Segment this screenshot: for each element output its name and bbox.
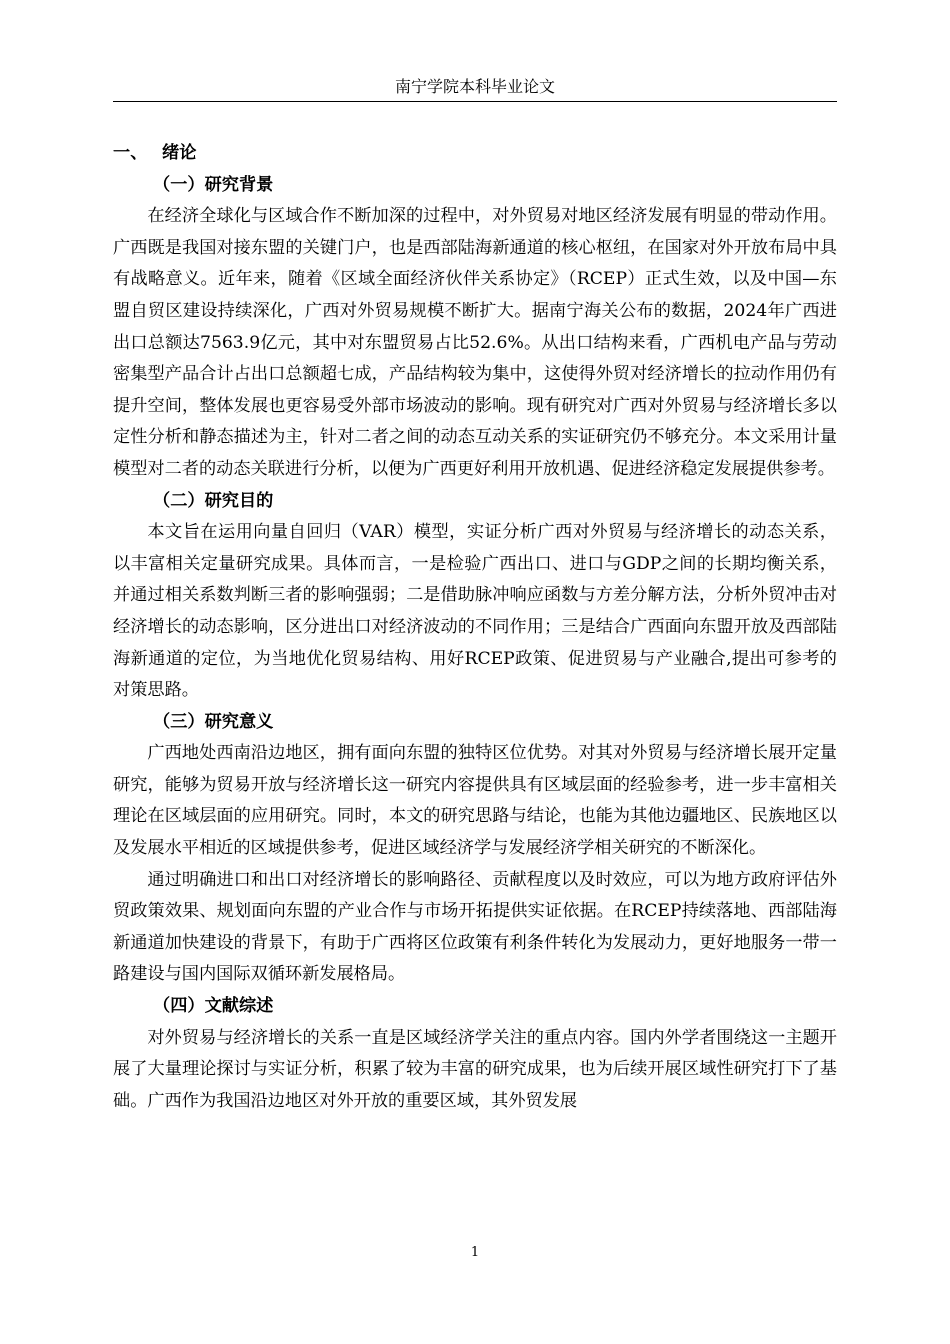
section-heading-background: （一）研究背景 xyxy=(153,174,274,195)
page-header: 南宁学院本科毕业论文 xyxy=(394,77,555,96)
header-rule xyxy=(113,101,837,102)
paragraph-purpose: 本文旨在运用向量自回归（VAR）模型，实证分析广西对外贸易与经济增长的动态关系，以丰富相关定量研究成果。具体而言，一是检验广西出口、进口与GDP之间的长期均衡关系，并通过相关系数判断三者的影响强弱；二是借助脉冲响应函数与方差分解方法，分析外贸冲击对经济增长的动态影响，区分进出口对经济波动的不同作用；三是结合广西面向东盟开放及西部陆海新通道的定位，为当地优化贸易结构、用好RCEP政策、促进贸易与产业融合,提出可参考的对策思路。 xyxy=(113,522,837,701)
page-number: 1 xyxy=(470,1245,480,1260)
paragraph-literature: 对外贸易与经济增长的关系一直是区域经济学关注的重点内容。国内外学者围绕这一主题开展了大量理论探讨与实证分析，积累了较为丰富的研究成果，也为后续开展区域性研究打下了基础。广西作为我国沿边地区对外开放的重要区域，其外贸发展 xyxy=(113,1027,837,1111)
chapter-number: 一、 xyxy=(113,143,148,163)
section-heading-literature: （四）文献综述 xyxy=(153,996,274,1017)
chapter-heading xyxy=(113,138,837,170)
chapter-title: 绪论 xyxy=(162,143,197,163)
paragraph-significance-2: 通过明确进口和出口对经济增长的影响路径、贡献程度以及时效应，可以为地方政府评估外贸政策效果、规划面向东盟的产业合作与市场开拓提供实证依据。在RCEP持续落地、西部陆海新通道加快建设的背景下，有助于广西将区位政策有利条件转化为发展动力，更好地服务一带一路建设与国内国际双循环新发展格局。 xyxy=(113,869,837,985)
document-body xyxy=(113,138,837,1117)
section-heading-purpose: （二）研究目的 xyxy=(153,490,274,511)
paragraph-background: 在经济全球化与区域合作不断加深的过程中，对外贸易对地区经济发展有明显的带动作用。广西既是我国对接东盟的关键门户，也是西部陆海新通道的核心枢纽，在国家对外开放布局中具有战略意义。近年来，随着《区域全面经济伙伴关系协定》（RCEP）正式生效，以及中国—东盟自贸区建设持续深化，广西对外贸易规模不断扩大。据南宁海关公布的数据，2024年广西进出口总额达7563.9亿元，其中对东盟贸易占比52.6%。从出口结构来看，广西机电产品与劳动密集型产品合计占出口总额超七成，产品结构较为集中，这使得外贸对经济增长的拉动作用仍有提升空间，整体发展也更容易受外部市场波动的影响。现有研究对广西对外贸易与经济增长多以定性分析和静态描述为主，针对二者之间的动态互动关系的实证研究仍不够充分。本文采用计量模型对二者的动态关联进行分析，以便为广西更好利用开放机遇、促进经济稳定发展提供参考。 xyxy=(113,206,837,479)
section-heading-significance: （三）研究意义 xyxy=(153,711,274,732)
paragraph-significance-1: 广西地处西南沿边地区，拥有面向东盟的独特区位优势。对其对外贸易与经济增长展开定量研究，能够为贸易开放与经济增长这一研究内容提供具有区域层面的经验参考，进一步丰富相关理论在区域层面的应用研究。同时，本文的研究思路与结论，也能为其他边疆地区、民族地区以及发展水平相近的区域提供参考，促进区域经济学与发展经济学相关研究的不断深化。 xyxy=(113,743,837,859)
